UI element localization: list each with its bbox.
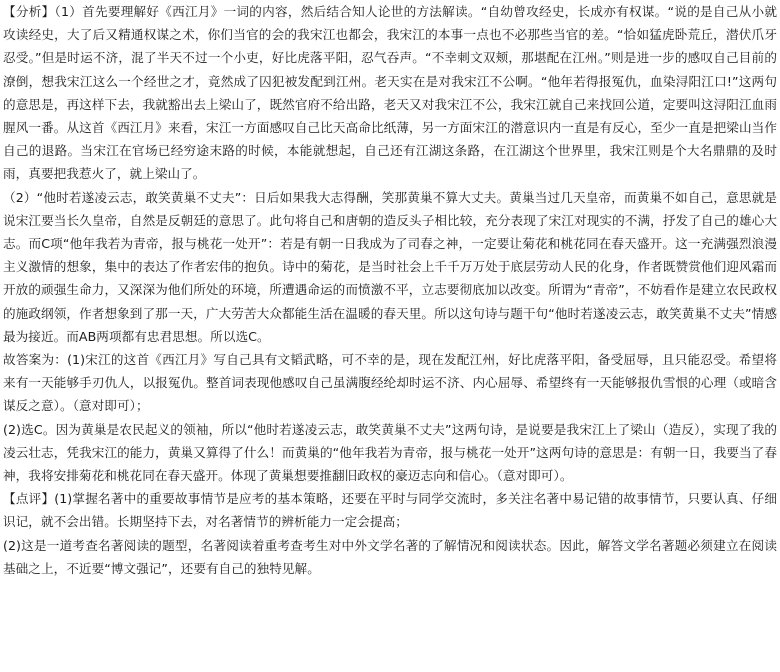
answer-part-1: 故答案为：(1)宋江的这首《西江月》写自己具有文韬武略，可不幸的是，现在发配江州，好比虎落平阳，备受屈辱，且只能忍受。希望将来有一天能够手刃仇人，以报冤仇。整首词表现他感叹自己虽满腹经纶却时运不济、内心屈辱、希望终有一天能够报仇雪恨的心理（或暗含谋反之意）。（意对即可）； <box>3 352 777 414</box>
analysis-part-1: 【分析】（1）首先要理解好《西江月》一词的内容，然后结合知人论世的方法解读。“自幼曾攻经史，长成亦有权谋。“说的是自己从小就攻读经史，大了后又精通权谋之术，你们当官的会的我宋江也都会，我宋江的本事一点也不必那些当官的差。“恰如猛虎卧荒丘，潜伏爪牙忍受。”但是时运不济，混了半天不过一个小吏，好比虎落平阳，忍气吞声。“不幸刺文双颊，那堪配在江州。”则是进一步的感叹自己目前的潦倒，想我宋江这么一个经世之才，竟然成了囚犯被发配到江州。老天实在是对我宋江不公啊。“他年若得报冤仇，血染浔阳江口!”这两句的意思是，再这样下去，我就豁出去上梁山了，既然官府不给出路，老天又对我宋江不公，我宋江就自己来找回公道，定要叫这浔阳江血雨腥风一番。从这首《西江月》来看，宋江一方面感叹自己比天高命比纸薄，另一方面宋江的潜意识内一直是有反心，至少一直是把梁山当作自己的退路。当宋江在官场已经穷途末路的时候，本能就想起，自己还有江湖这条路，在江湖这个世界里，我宋江则是个大名鼎鼎的及时雨，真要把我惹火了，就上梁山了。 <box>3 4 777 182</box>
analysis-part-2: （2）“他时若遂凌云志，敢笑黄巢不丈夫”：日后如果我大志得酬，笑那黄巢不算大丈夫。黄巢当过几天皇帝，而黄巢不如自己，意思就是说宋江要当长久皇帝，自然是反朝廷的意思了。此句将自己和唐朝的造反头子相比较，充分表现了宋江对现实的不满，抒发了自己的雄心大志。而C项“他年我若为青帝，报与桃花一处开”：若是有朝一日我成为了司春之神，一定要让菊花和桃花同在春天盛开。这一充满强烈浪漫主义激情的想象，集中的表达了作者宏伟的抱负。诗中的菊花，是当时社会上千千万万处于底层劳动人民的化身，作者既赞赏他们迎风霜而开放的顽强生命力，又深深为他们所处的环境，所遭遇命运的而愤激不平，立志要彻底加以改变。所谓为“青帝”，不妨看作是建立农民政权的施政纲领，作者想象到了那一天，广大劳苦大众都能生活在温暖的春天里。所以这句诗与题干句“他时若遂凌云志，敢笑黄巢不丈夫”情感最为接近。而AB两项都有忠君思想。所以选C。 <box>3 189 777 344</box>
comment-part-1: 【点评】(1)掌握名著中的重要故事情节是应考的基本策略，还要在平时与同学交流时，多关注名著中易记错的故事情节，只要认真、仔细识记，就不会出错。长期坚持下去，对名著情节的辨析能力一定会提高； <box>3 491 777 530</box>
comment-part-2: (2)这是一道考查名著阅读的题型，名著阅读着重考查考生对中外文学名著的了解情况和阅读状态。因此，解答文学名著题必须建立在阅读基础之上，不近要“博文强记”，还要有自己的独特见解。 <box>3 537 777 576</box>
answer-part-2: (2)选C。因为黄巢是农民起义的领袖，所以“他时若遂凌云志，敢笑黄巢不丈夫”这两句诗，是说要是我宋江上了梁山（造反），实现了我的凌云壮志，凭我宋江的能力，黄巢又算得了什么！而黄巢的“他年我若为青帝，报与桃花一处开”这两句诗的意思是：有朝一日，我要当了春神，我将安排菊花和桃花同在春天盛开。体现了黄巢想要推翻旧政权的豪迈志向和信心。（意对即可）。 <box>3 421 777 484</box>
